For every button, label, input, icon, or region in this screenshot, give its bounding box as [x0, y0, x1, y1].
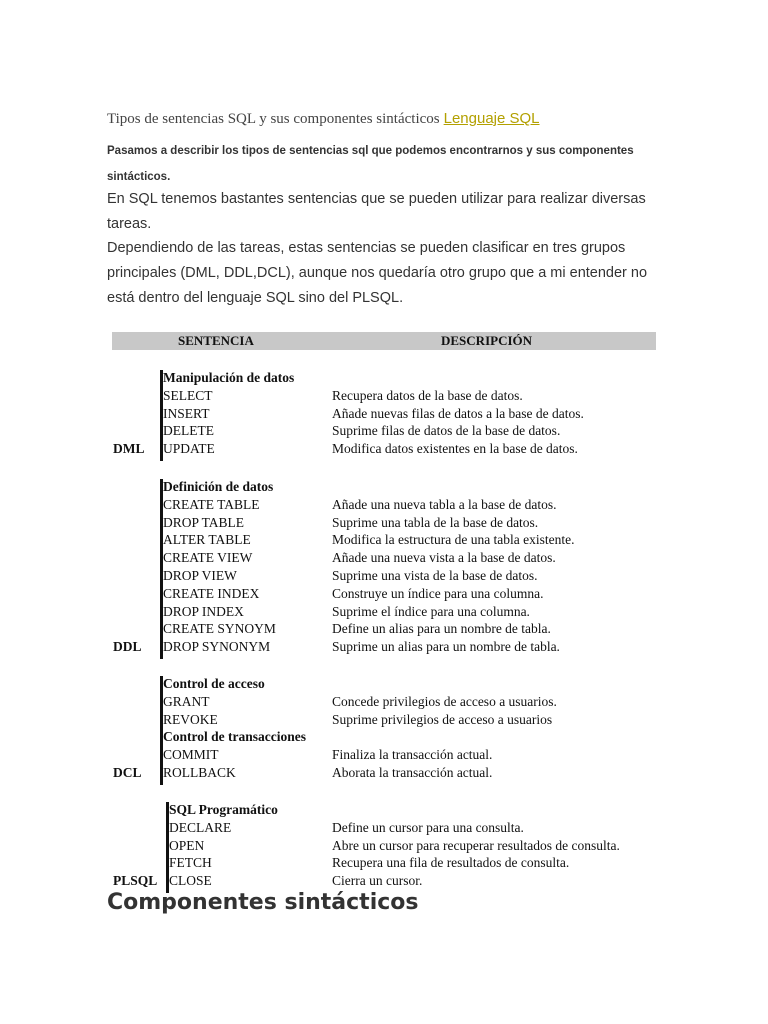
table-subheader-row [0, 729, 768, 747]
command-description: Recupera una fila de resultados de consulta. [332, 855, 570, 871]
sql-command: ALTER TABLE [163, 532, 251, 548]
header-descripcion: DESCRIPCIÓN [441, 333, 533, 348]
command-description: Construye un índice para una columna. [332, 585, 544, 601]
sql-command: FETCH [169, 855, 212, 871]
sql-command: DROP INDEX [163, 603, 244, 619]
sql-command: OPEN [169, 837, 205, 853]
command-description: Añade una nueva tabla a la base de datos. [332, 496, 557, 512]
header-sentencia: SENTENCIA [178, 333, 254, 348]
paragraph-2: Dependiendo de las tareas, estas sentencias se pueden clasificar en tres grupos principales (DML, DDL,DCL), aunque nos quedaría otro grupo que a mi entender no está dentro del lenguaje SQL sino del PLSQL. [107, 240, 648, 306]
command-description: Define un alias para un nombre de tabla. [332, 621, 551, 637]
command-description: Suprime el índice para una columna. [332, 603, 530, 619]
table-row [0, 586, 768, 604]
table-row [0, 855, 768, 873]
sql-command: GRANT [163, 693, 210, 709]
sql-command: CREATE INDEX [163, 585, 260, 601]
category-label: Control de transacciones [163, 729, 306, 745]
category-label: Manipulación de datos [163, 370, 295, 385]
category-label: Control de acceso [163, 676, 265, 691]
table-row [0, 712, 768, 730]
table-row [0, 747, 768, 765]
group-label: DML [113, 441, 145, 457]
command-description: Modifica datos existentes en la base de datos. [332, 441, 578, 457]
table-row [0, 388, 768, 406]
sql-command: COMMIT [163, 747, 219, 763]
table-row [0, 497, 768, 515]
command-description: Suprime una vista de la base de datos. [332, 568, 538, 583]
sql-command: CREATE VIEW [163, 550, 253, 566]
title-text: Tipos de sentencias SQL y sus componentes sintácticos [107, 111, 440, 127]
table-subheader-row [0, 802, 768, 820]
table-row [0, 694, 768, 712]
table-row [0, 604, 768, 622]
table-subheader-row [0, 479, 768, 497]
command-description: Suprime privilegios de acceso a usuarios [332, 711, 553, 727]
table-row [0, 820, 768, 838]
page-title [107, 110, 540, 128]
category-label: Definición de datos [163, 479, 274, 494]
command-description: Modifica la estructura de una tabla existente. [332, 532, 575, 548]
sql-command: DROP VIEW [163, 568, 237, 583]
section-subtitle: Componentes sintácticos [107, 890, 419, 915]
sql-command: INSERT [163, 405, 210, 421]
table-row [0, 406, 768, 424]
sql-command: DROP TABLE [163, 514, 245, 530]
group-label: PLSQL [113, 873, 158, 889]
sql-command: ROLLBACK [163, 765, 236, 780]
sql-command: CREATE TABLE [163, 496, 260, 512]
lenguaje-sql-link[interactable]: Lenguaje SQL [443, 110, 540, 127]
sql-command: DELETE [163, 423, 214, 439]
group-label: DCL [113, 765, 142, 780]
command-description: Suprime un alias para un nombre de tabla. [332, 639, 560, 655]
command-description: Abre un cursor para recuperar resultados de consulta. [332, 837, 620, 853]
table-row [0, 838, 768, 856]
sql-command: REVOKE [163, 711, 218, 727]
category-label: SQL Programático [169, 802, 278, 817]
command-description: Añade una nueva vista a la base de datos. [332, 550, 556, 566]
table-subheader-row [0, 370, 768, 388]
table-row [0, 621, 768, 639]
table-row [0, 423, 768, 441]
group-label: DDL [113, 639, 142, 655]
table-row [0, 550, 768, 568]
paragraph-1: En SQL tenemos bastantes sentencias que se pueden utilizar para realizar diversas tareas. [107, 191, 646, 232]
sql-command: DECLARE [169, 819, 232, 835]
command-description: Define un cursor para una consulta. [332, 819, 524, 835]
intro-bold-text: Pasamos a describir los tipos de sentencias sql que podemos encontrarnos y sus componentes sintácticos. [107, 145, 634, 183]
command-description: Cierra un cursor. [332, 873, 423, 889]
command-description: Suprime una tabla de la base de datos. [332, 514, 539, 530]
sql-command: UPDATE [163, 441, 215, 457]
table-subheader-row [0, 676, 768, 694]
command-description: Añade nuevas filas de datos a la base de datos. [332, 405, 584, 421]
table-header [112, 332, 656, 350]
table-row [0, 532, 768, 550]
command-description: Concede privilegios de acceso a usuarios. [332, 693, 557, 709]
table-row [0, 515, 768, 533]
sql-command: DROP SYNONYM [163, 639, 271, 655]
command-description: Aborata la transacción actual. [332, 765, 493, 780]
command-description: Suprime filas de datos de la base de datos. [332, 423, 561, 439]
command-description: Recupera datos de la base de datos. [332, 387, 523, 403]
sql-command: CREATE SYNOYM [163, 621, 276, 637]
sql-command: CLOSE [169, 873, 212, 889]
command-description: Finaliza la transacción actual. [332, 747, 493, 763]
sql-command: SELECT [163, 387, 213, 403]
table-row [0, 568, 768, 586]
